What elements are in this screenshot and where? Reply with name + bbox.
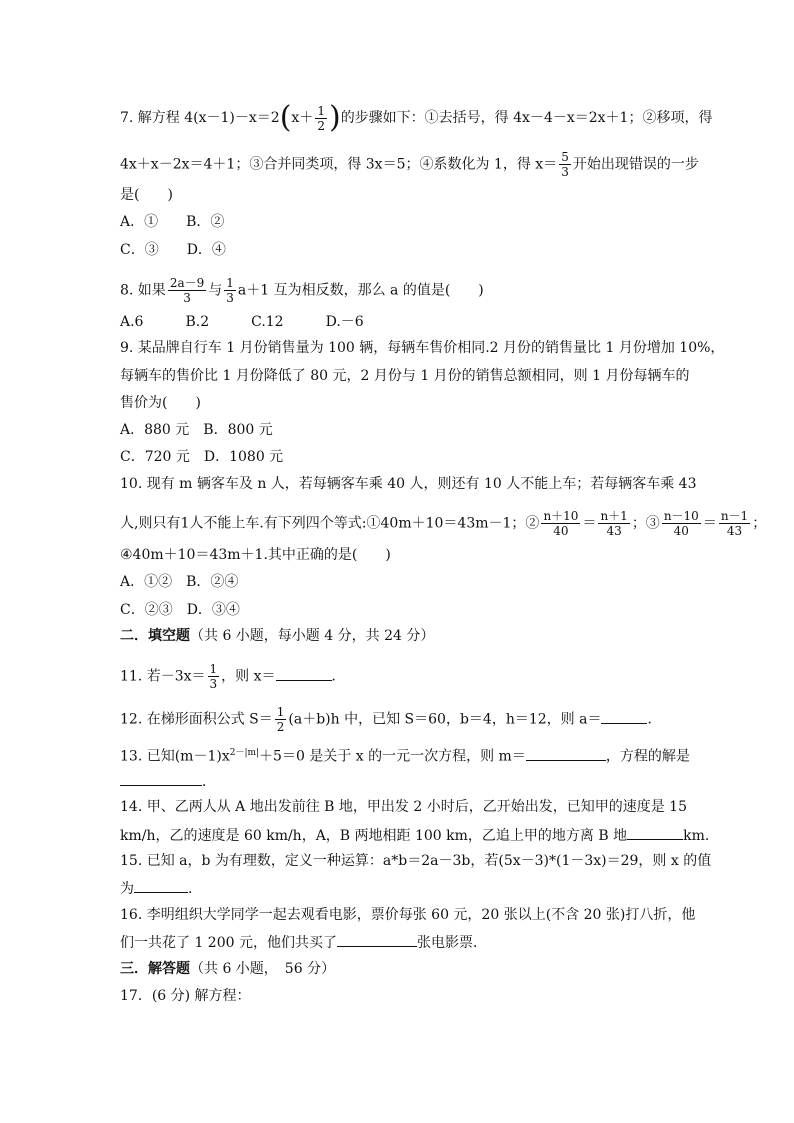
question-8: 8. 如果 $\frac{2a-9}{3}$ 与 $\frac{1}{3}$ a＋1 互为相反数，那么 a 的值是( ) xyxy=(120,276,484,305)
section-2-desc: （共 6 小题，每小题 4 分，共 24 分） xyxy=(190,628,435,644)
fraction-n-minus-10-over-40: $\frac{n-10}{40}$ xyxy=(663,509,699,538)
section-3-heading xyxy=(120,959,335,979)
fraction-n-plus-1-over-43: $\frac{n+1}{43}$ xyxy=(600,509,628,538)
fraction-one-half: $\frac{1}{2}$ xyxy=(317,103,325,133)
question-7-options-cd: C．③ D．④ xyxy=(120,242,226,258)
fraction-n-minus-1-over-43: $\frac{n-1}{43}$ xyxy=(720,509,749,538)
section-3-desc: （共 6 小题， 56 分） xyxy=(190,961,336,977)
answer-blank xyxy=(120,771,202,786)
fraction-n-plus-10-over-40: $\frac{n+10}{40}$ xyxy=(543,509,579,538)
exponent: 2－|m| xyxy=(229,748,260,758)
question-7-line-2: 4x＋x－2x＝4＋1；③合并同类项，得 3x＝5；④系数化为 1，得 x＝ $\frac{5}{3}$ 开始出现错误的一步 xyxy=(120,150,699,179)
question-9-line-1: 9. 某品牌自行车 1 月份销售量为 100 辆，每辆车售价相同.2 月份的销售量比 1 月份增加 10%， xyxy=(120,340,725,356)
fraction-one-third: $\frac{1}{3}$ xyxy=(226,276,234,305)
section-2-heading xyxy=(120,626,434,646)
question-16-line-2: 们一共花了 1 200 元，他们共买了 张电影票． xyxy=(120,932,487,953)
left-paren: ( xyxy=(279,100,292,135)
question-14-line-2: km/h，乙的速度是 60 km/h，A，B 两地相距 100 km，乙追上甲的地方离 B 地 km. xyxy=(120,825,709,846)
question-9-line-3: 售价为( ) xyxy=(120,395,201,411)
question-12: 12. 在梯形面积公式 S＝ $\frac{1}{2}$ (a＋b)h 中，已知 S＝60，b＝4，h＝12，则 a＝ ． xyxy=(120,705,662,734)
question-10-options-cd: C．②③ D．③④ xyxy=(120,602,240,618)
question-8-options: A.6 B.2 C.12 D.－6 xyxy=(120,314,364,330)
question-15-line-1: 15. 已知 a，b 为有理数，定义一种运算：a*b＝2a－3b，若(5x－3)*(1－3x)＝29，则 x 的值 xyxy=(120,853,712,869)
question-7-options-ab: A．① B．② xyxy=(120,214,225,230)
answer-blank xyxy=(601,709,647,724)
question-14-line-1: 14. 甲、乙两人从 A 地出发前往 B 地，甲出发 2 小时后，乙开始出发，已知甲的速度是 15 xyxy=(120,799,687,815)
section-3-title: 三．解答题 xyxy=(120,961,190,977)
answer-blank xyxy=(134,878,188,893)
question-10-line-3: ④40m＋10＝43m＋1.其中正确的是( ) xyxy=(120,547,391,563)
question-10-options-ab: A．①② B．②④ xyxy=(120,574,239,590)
question-7-line-3: 是( ) xyxy=(120,187,173,203)
question-9-line-2: 每辆车的售价比 1 月份降低了 80 元，2 月份与 1 月份的销售总额相同，则 1 月份每辆车的 xyxy=(120,368,690,384)
question-13: 13. 已知$(m-1)x^{2-|m|}+5=0$ 是关于 x 的一元一次方程，则 m＝ ，方程的解是 xyxy=(120,743,690,767)
answer-blank xyxy=(526,746,606,761)
question-17: 17．(6 分) 解方程： xyxy=(120,988,251,1004)
question-15-line-2: 为 . xyxy=(120,878,192,899)
question-9-options-cd: C．720 元 D．1080 元 xyxy=(120,449,284,465)
answer-blank xyxy=(627,825,683,840)
fraction-2a-minus-9-over-3: $\frac{2a-9}{3}$ xyxy=(169,276,205,305)
question-7-line-1: 7. 解方程 4(x－1)－x＝2(x＋ $\frac{1}{2}$ )的步骤如下：①去括号，得 4x－4－x＝2x＋1；②移项，得 xyxy=(120,100,713,135)
question-11: 11. 若－3x＝ $\frac{1}{3}$ ，则 x＝ ． xyxy=(120,662,346,691)
fraction-one-third: $\frac{1}{3}$ xyxy=(209,662,218,691)
question-13-line-2: ． xyxy=(120,771,216,792)
question-10-line-2: 人,则只有1人不能上车.有下列四个等式:①40m＋10＝43m－1；② $\frac{n+10}{40}$ ＝ $\frac{n+1}{43}$ ；③ $\frac{n-10}{40}$ ＝ $\frac{n-1}{43}$ ； xyxy=(120,509,767,538)
question-16-line-1: 16. 李明组织大学同学一起去观看电影，票价每张 60 元，20 张以上(不含 20 张)打八折，他 xyxy=(120,907,696,923)
answer-blank xyxy=(337,932,417,947)
answer-blank xyxy=(276,666,332,681)
right-paren: ) xyxy=(328,100,341,135)
question-10-line-1: 10. 现有 m 辆客车及 n 人，若每辆客车乘 40 人，则还有 10 人不能上车；若每辆客车乘 43 xyxy=(120,476,697,492)
fraction-one-half: $\frac{1}{2}$ xyxy=(276,705,285,734)
section-2-title: 二．填空题 xyxy=(120,628,190,644)
fraction-five-thirds: $\frac{5}{3}$ xyxy=(561,150,569,179)
question-9-options-ab: A．880 元 B．800 元 xyxy=(120,422,273,438)
